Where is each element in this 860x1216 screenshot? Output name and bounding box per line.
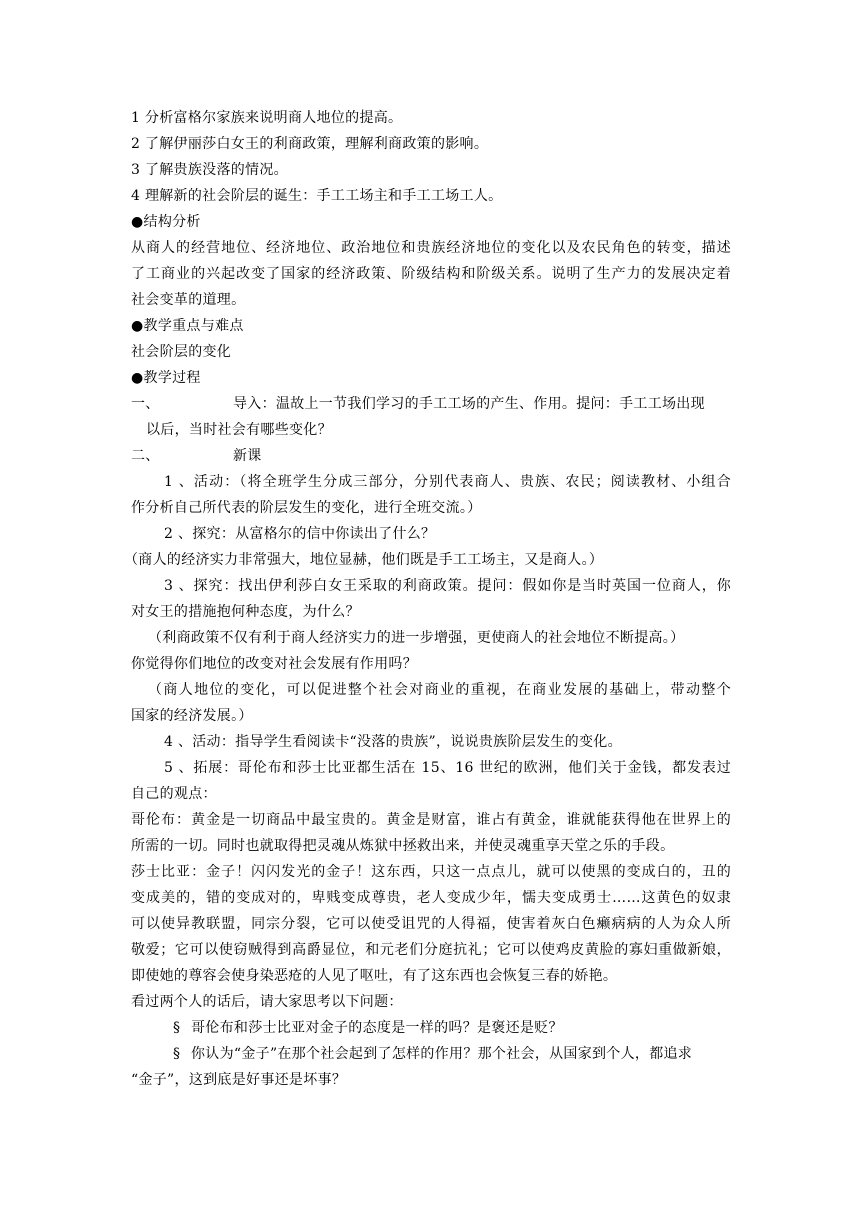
objective-1: 1 分析富格尔家族来说明商人地位的提高。 <box>131 110 403 126</box>
lesson-line: 3 、探究：找出伊利莎白女王采取的利商政策。提问：假如你是当时英国一位商人，你 <box>164 578 731 594</box>
process-heading: ●教学过程 <box>131 370 201 386</box>
lesson-line: 2 、探究：从富格尔的信中你读出了什么？ <box>164 526 436 542</box>
process-step-1 <box>131 394 731 414</box>
question-2-continuation: “金子”，这到底是好事还是坏事？ <box>131 1072 347 1088</box>
lesson-line: 5 、拓展：哥伦布和莎士比亚都生活在 15、16 世纪的欧洲，他们关于金钱，都发表过 <box>164 760 731 776</box>
structure-line-2: 了工商业的兴起改变了国家的经济政策、阶级结构和阶级关系。说明了生产力的发展决定着 <box>131 266 731 282</box>
lesson-line: 你觉得你们地位的改变对社会发展有作用吗？ <box>131 656 417 672</box>
objective-2: 2 了解伊丽莎白女王的利商政策，理解利商政策的影响。 <box>131 136 489 152</box>
lesson-line: 国家的经济发展。） <box>131 708 253 724</box>
question-1 <box>173 1018 731 1038</box>
shakespeare-quote-line: 变成美的，错的变成对的，卑贱变成尊贵，老人变成少年，懦夫变成勇士……这黄色的奴隶 <box>131 890 731 906</box>
lesson-line: （商人的经济实力非常强大，地位显赫，他们既是手工工场主，又是商人。） <box>124 552 604 568</box>
shakespeare-quote-line: 敬爱；它可以使窃贼得到高爵显位，和元老们分庭抗礼；它可以使鸡皮黄脸的寡妇重做新娘， <box>131 942 731 958</box>
shakespeare-quote-line: 即使她的尊容会使身染恶疮的人见了呕吐，有了这东西也会恢复三春的娇艳。 <box>131 968 618 984</box>
columbus-quote-line: 所需的一切。同时也就取得把灵魂从炼狱中拯救出来，并使灵魂重享天堂之乐的手段。 <box>131 838 675 854</box>
lesson-line: （商人地位的变化，可以促进整个社会对商业的重视，在商业发展的基础上，带动整个 <box>148 682 731 698</box>
columbus-quote-line: 哥伦布：黄金是一切商品中最宝贵的。黄金是财富，谁占有黄金，谁就能获得他在世界上的 <box>131 812 731 828</box>
process-step-2 <box>131 446 731 466</box>
question-2-text: 你认为“金子”在那个社会起到了怎样的作用？那个社会，从国家到个人，都追求 <box>191 1046 693 1062</box>
step-2-text: 新课 <box>233 448 262 464</box>
lesson-line: 作分析自己所代表的阶层发生的变化，进行全班交流。） <box>131 500 482 516</box>
lesson-line: 对女王的措施抱何种态度，为什么？ <box>131 604 360 620</box>
objective-4: 4 理解新的社会阶层的诞生：手工工场主和手工工场工人。 <box>131 188 503 204</box>
step-1-text: 导入：温故上一节我们学习的手工工场的产生、作用。提问：手工工场出现 <box>233 396 705 412</box>
objective-3: 3 了解贵族没落的情况。 <box>131 162 288 178</box>
shakespeare-quote-line: 莎士比亚：金子！闪闪发光的金子！这东西，只这一点点儿，就可以使黑的变成白的，丑的 <box>131 864 731 880</box>
step-1-number: 一、 <box>131 396 160 412</box>
section-marker: § <box>173 1046 181 1062</box>
structure-line-3: 社会变革的道理。 <box>131 292 246 308</box>
lesson-line: 1 、活动：（将全班学生分成三部分，分别代表商人、贵族、农民；阅读教材、小组合 <box>164 474 731 490</box>
structure-line-1: 从商人的经营地位、经济地位、政治地位和贵族经济地位的变化以及农民角色的转变，描述 <box>131 240 731 256</box>
lesson-line: 4 、活动：指导学生看阅读卡“没落的贵族”，说说贵族阶层发生的变化。 <box>164 734 622 750</box>
question-2 <box>173 1044 731 1064</box>
shakespeare-quote-line: 可以使异教联盟，同宗分裂，它可以使受诅咒的人得福，使害着灰白色癞病病的人为众人所 <box>131 916 731 932</box>
focus-heading: ●教学重点与难点 <box>131 318 244 334</box>
lesson-line: （利商政策不仅有利于商人经济实力的进一步增强，更使商人的社会地位不断提高。） <box>148 630 685 646</box>
questions-intro: 看过两个人的话后，请大家思考以下问题： <box>131 994 403 1010</box>
step-1-continuation: 以后，当时社会有哪些变化？ <box>146 422 332 438</box>
structure-heading: ●结构分析 <box>131 214 201 230</box>
step-2-number: 二、 <box>131 448 160 464</box>
section-marker: § <box>173 1020 181 1036</box>
lesson-line: 自己的观点： <box>131 786 217 802</box>
question-1-text: 哥伦布和莎士比亚对金子的态度是一样的吗？是褒还是贬？ <box>191 1020 563 1036</box>
focus-text: 社会阶层的变化 <box>131 344 232 360</box>
